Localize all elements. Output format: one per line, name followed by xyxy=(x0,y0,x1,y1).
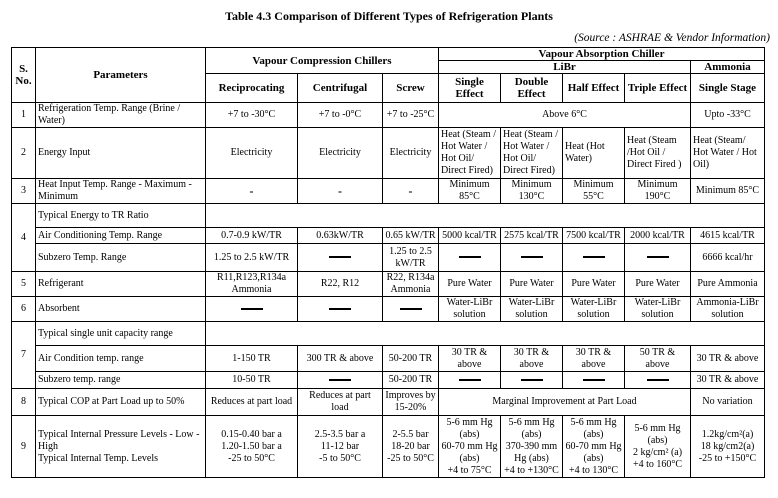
cell xyxy=(439,416,501,478)
cell: 0.7-0.9 kW/TR xyxy=(206,228,298,244)
cell-dash xyxy=(298,244,383,272)
param-label: Energy Input xyxy=(36,128,206,179)
header-screw: Screw xyxy=(383,74,439,103)
cell xyxy=(501,416,563,478)
table-row xyxy=(12,244,765,272)
cell: 7500 kcal/TR xyxy=(563,228,625,244)
cell: 10-50 TR xyxy=(206,372,298,389)
param-label: Typical COP at Part Load up to 50% xyxy=(36,389,206,416)
comparison-table xyxy=(11,47,765,478)
param-label-pressure: Typical Internal Pressure Levels - Low -High xyxy=(38,428,200,452)
table-row xyxy=(12,228,765,244)
cell: Pure Water xyxy=(439,272,501,297)
cell xyxy=(563,416,625,478)
header-single-stage: Single Stage xyxy=(691,74,765,103)
cell-dash xyxy=(501,244,563,272)
cell: R22, R134a Ammonia xyxy=(383,272,439,297)
header-half-effect: Half Effect xyxy=(563,74,625,103)
cell: Marginal Improvement at Part Load xyxy=(439,389,691,416)
cell: R22, R12 xyxy=(298,272,383,297)
cell-line: -25 to +150°C xyxy=(698,452,757,464)
cell-line: -5 to 50°C xyxy=(319,452,361,464)
header-sno: S. No. xyxy=(12,48,36,103)
cell-line: +4 to 160°C xyxy=(632,458,683,470)
cell: Heat (Steam / Hot Water / Hot Oil/ Direct Fired) xyxy=(439,128,501,179)
table-row xyxy=(12,179,765,204)
cell: 30 TR & above xyxy=(439,346,501,372)
cell-dash xyxy=(625,244,691,272)
cell xyxy=(298,416,383,478)
cell-line: 0.15-0.40 bar a xyxy=(221,428,282,440)
param-label-temp: Typical Internal Temp. Levels xyxy=(38,452,159,464)
cell: No variation xyxy=(691,389,765,416)
cell: 30 TR & above xyxy=(691,372,765,389)
cell: 2575 kcal/TR xyxy=(501,228,563,244)
table-row xyxy=(12,322,765,346)
row-number: 5 xyxy=(12,272,36,297)
header-vapour-compression: Vapour Compression Chillers xyxy=(206,48,439,74)
cell-line: -25 to 50°C xyxy=(387,452,434,464)
cell xyxy=(691,416,765,478)
cell: Pure Water xyxy=(563,272,625,297)
cell: Electricity xyxy=(383,128,439,179)
cell-dash xyxy=(563,244,625,272)
row-number: 7 xyxy=(12,322,36,389)
cell: Minimum 130°C xyxy=(501,179,563,204)
cell: R11,R123,R134a Ammonia xyxy=(206,272,298,297)
param-label: Typical single unit capacity range xyxy=(36,322,206,346)
cell-dash xyxy=(501,372,563,389)
cell: 6666 kcal/hr xyxy=(691,244,765,272)
cell xyxy=(625,416,691,478)
param-label: Typical Energy to TR Ratio xyxy=(36,204,206,228)
cell-empty xyxy=(206,322,765,346)
table-row xyxy=(12,346,765,372)
param-label: Subzero Temp. Range xyxy=(36,244,206,272)
cell-line: 5-6 mm Hg (abs) xyxy=(634,422,681,446)
row-number: 6 xyxy=(12,297,36,322)
cell: 4615 kcal/TR xyxy=(691,228,765,244)
table-row xyxy=(12,389,765,416)
cell-line: 1.20-1.50 bar a xyxy=(221,440,282,452)
cell-dash xyxy=(206,297,298,322)
cell: - xyxy=(206,179,298,204)
cell: Ammonia-LiBr solution xyxy=(691,297,765,322)
row-number: 4 xyxy=(12,204,36,272)
cell: 0.65 kW/TR xyxy=(383,228,439,244)
cell-line: 5-6 mm Hg (abs) xyxy=(446,416,493,440)
cell: +7 to -25°C xyxy=(383,103,439,128)
cell: Reduces at part load xyxy=(206,389,298,416)
param-label: Heat Input Temp. Range - Maximum -Minimum xyxy=(36,179,206,204)
cell: Improves by 15-20% xyxy=(383,389,439,416)
cell: +7 to -30°C xyxy=(206,103,298,128)
cell: Reduces at part load xyxy=(298,389,383,416)
header-single-effect: Single Effect xyxy=(439,74,501,103)
cell: Pure Water xyxy=(625,272,691,297)
cell-dash xyxy=(439,244,501,272)
cell-line: 1.2kg/cm²(a) xyxy=(701,428,754,440)
cell-line: 2.5-3.5 bar a xyxy=(314,428,366,440)
cell xyxy=(206,416,298,478)
table-source: (Source : ASHRAE & Vendor Information) xyxy=(574,32,770,44)
header-ammonia: Ammonia xyxy=(691,61,765,74)
param-label: Refrigerant xyxy=(36,272,206,297)
cell: 1.25 to 2.5 kW/TR xyxy=(383,244,439,272)
cell: Electricity xyxy=(298,128,383,179)
row-number: 1 xyxy=(12,103,36,128)
param-label xyxy=(36,416,206,478)
row-number: 2 xyxy=(12,128,36,179)
cell: 50-200 TR xyxy=(383,346,439,372)
cell: Electricity xyxy=(206,128,298,179)
cell-empty xyxy=(206,204,765,228)
table-row xyxy=(12,416,765,478)
cell: +7 to -0°C xyxy=(298,103,383,128)
param-label: Absorbent xyxy=(36,297,206,322)
cell-line: +4 to 75°C xyxy=(447,464,492,476)
cell: Minimum 85°C xyxy=(439,179,501,204)
cell: 0.63kW/TR xyxy=(298,228,383,244)
cell-line: 5-6 mm Hg (abs) xyxy=(508,416,555,440)
cell: Upto -33°C xyxy=(691,103,765,128)
cell-line: 2 kg/cm² (a) xyxy=(632,446,683,458)
cell: Pure Ammonia xyxy=(691,272,765,297)
param-label: Air Conditioning Temp. Range xyxy=(36,228,206,244)
cell-dash xyxy=(625,372,691,389)
cell: 5000 kcal/TR xyxy=(439,228,501,244)
cell-line: -25 to 50°C xyxy=(228,452,275,464)
table-row xyxy=(12,297,765,322)
cell-dash xyxy=(439,372,501,389)
header-centrifugal: Centrifugal xyxy=(298,74,383,103)
cell-line: 60-70 mm Hg (abs) xyxy=(565,440,622,464)
table-row xyxy=(12,204,765,228)
cell-line: 60-70 mm Hg (abs) xyxy=(441,440,498,464)
cell: Water-LiBr solution xyxy=(501,297,563,322)
cell: 30 TR & above xyxy=(691,346,765,372)
row-number: 9 xyxy=(12,416,36,478)
header-reciprocating: Reciprocating xyxy=(206,74,298,103)
row-number: 3 xyxy=(12,179,36,204)
cell-line: +4 to +130°C xyxy=(504,464,559,476)
cell-line: 11-12 bar xyxy=(320,440,360,452)
cell: Minimum 55°C xyxy=(563,179,625,204)
cell-line: 18 kg/cm2(a) xyxy=(700,440,755,452)
cell: Above 6°C xyxy=(439,103,691,128)
cell: 50-200 TR xyxy=(383,372,439,389)
row-number: 8 xyxy=(12,389,36,416)
cell: 30 TR & above xyxy=(501,346,563,372)
cell: Minimum 190°C xyxy=(625,179,691,204)
cell-dash xyxy=(563,372,625,389)
table-row xyxy=(12,272,765,297)
header-libr: LiBr xyxy=(439,61,691,74)
cell: 50 TR & above xyxy=(625,346,691,372)
cell-line: 5-6 mm Hg (abs) xyxy=(570,416,617,440)
header-triple-effect: Triple Effect xyxy=(625,74,691,103)
param-label: Refrigeration Temp. Range (Brine / Water) xyxy=(36,103,206,128)
cell-line: 370-390 mm Hg (abs) xyxy=(505,440,558,464)
cell: Heat (Steam/ Hot Water / Hot Oil) xyxy=(691,128,765,179)
header-double-effect: Double Effect xyxy=(501,74,563,103)
table-title: Table 4.3 Comparison of Different Types of Refrigeration Plants xyxy=(225,9,553,23)
cell xyxy=(383,416,439,478)
cell-line: 18-20 bar xyxy=(391,440,430,452)
param-label: Air Condition temp. range xyxy=(36,346,206,372)
cell-dash xyxy=(298,372,383,389)
cell-line: 2-5.5 bar xyxy=(392,428,429,440)
cell: Minimum 85°C xyxy=(691,179,765,204)
header-vapour-absorption: Vapour Absorption Chiller xyxy=(439,48,765,61)
param-label: Subzero temp. range xyxy=(36,372,206,389)
cell: - xyxy=(298,179,383,204)
table-row xyxy=(12,103,765,128)
cell: Water-LiBr solution xyxy=(439,297,501,322)
table-row xyxy=(12,128,765,179)
table-row xyxy=(12,372,765,389)
cell: Water-LiBr solution xyxy=(563,297,625,322)
header-parameters: Parameters xyxy=(36,48,206,103)
cell-dash xyxy=(298,297,383,322)
cell-line: +4 to 130°C xyxy=(568,464,619,476)
cell: 1-150 TR xyxy=(206,346,298,372)
cell: Water-LiBr solution xyxy=(625,297,691,322)
cell: 300 TR & above xyxy=(298,346,383,372)
cell: 2000 kcal/TR xyxy=(625,228,691,244)
cell: 30 TR & above xyxy=(563,346,625,372)
cell: Heat (Hot Water) xyxy=(563,128,625,179)
cell: 1.25 to 2.5 kW/TR xyxy=(206,244,298,272)
cell: Heat (Steam / Hot Water / Hot Oil/ Direct Fired) xyxy=(501,128,563,179)
cell: Heat (Steam /Hot Oil / Direct Fired ) xyxy=(625,128,691,179)
cell: Pure Water xyxy=(501,272,563,297)
cell-dash xyxy=(383,297,439,322)
cell: - xyxy=(383,179,439,204)
